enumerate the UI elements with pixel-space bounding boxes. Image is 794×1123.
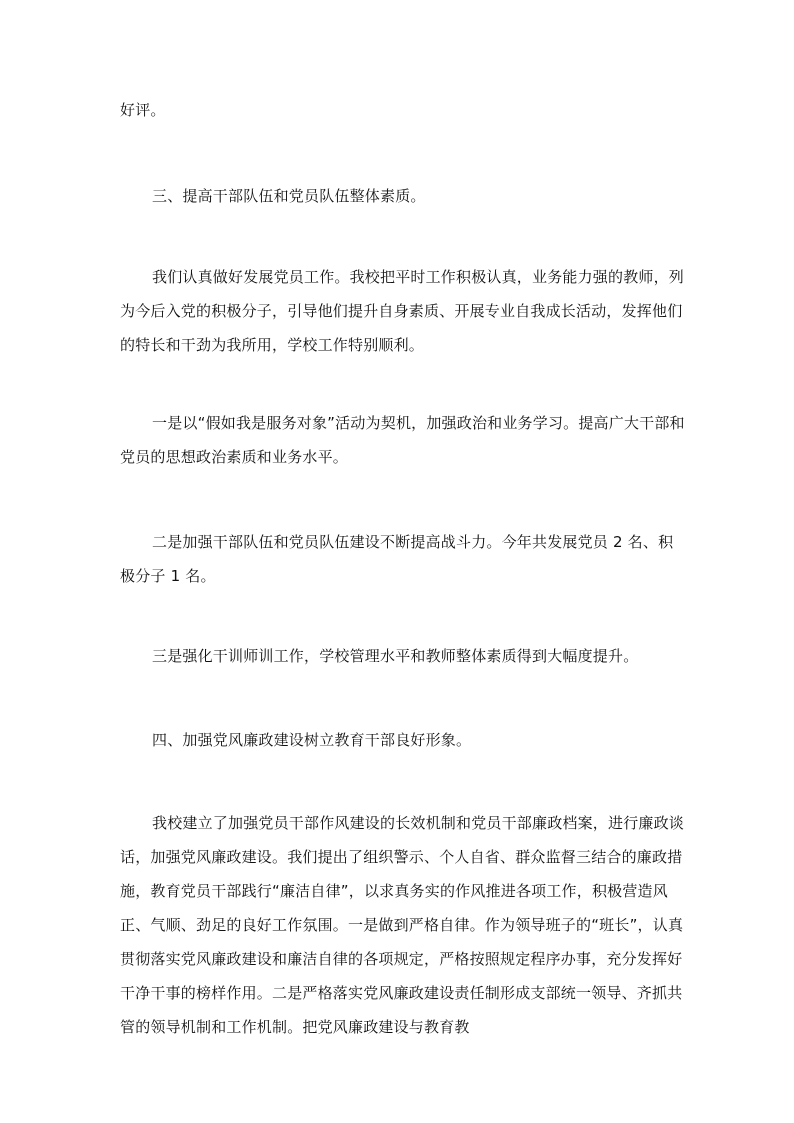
section-heading-4: 四、加强党风廉政建设树立教育干部良好形象。: [152, 731, 472, 749]
paragraph-party-development: 我们认真做好发展党员工作。我校把平时工作积极认真，业务能力强的教师，列为今后入党的积极分子，引导他们提升自身素质、开展专业自我成长活动，发挥他们的特长和干劲为我所用，学校工作特别顺利。: [120, 268, 685, 354]
paragraph-point-1: 一是以“假如我是服务对象”活动为契机，加强政治和业务学习。提高广大干部和党员的思想政治素质和业务水平。: [120, 414, 685, 466]
paragraph-continuation: 好评。: [120, 101, 166, 119]
paragraph-integrity-building: 我校建立了加强党员干部作风建设的长效机制和党员干部廉政档案，进行廉政谈话，加强党风廉政建设。我们提出了组织警示、个人自省、群众监督三结合的廉政措施，教育党员干部践行“廉洁自律”，以求真务实的作风推进各项工作，积极营造风正、气顺、劲足的良好工作氛围。一是做到严格自律。作为领导班子的“班长”，认真贯彻落实党风廉政建设和廉洁自律的各项规定，严格按照规定程序办事，充分发挥好干净干事的榜样作用。二是严格落实党风廉政建设责任制形成支部统一领导、齐抓共管的领导机制和工作机制。把党风廉政建设与教育教: [120, 814, 685, 1036]
paragraph-point-3: 三是强化干训师训工作，学校管理水平和教师整体素质得到大幅度提升。: [152, 647, 639, 665]
paragraph-point-2: 二是加强干部队伍和党员队伍建设不断提高战斗力。今年共发展党员 2 名、积极分子 1 名。: [120, 533, 674, 585]
section-heading-3: 三、提高干部队伍和党员队伍整体素质。: [152, 187, 426, 205]
